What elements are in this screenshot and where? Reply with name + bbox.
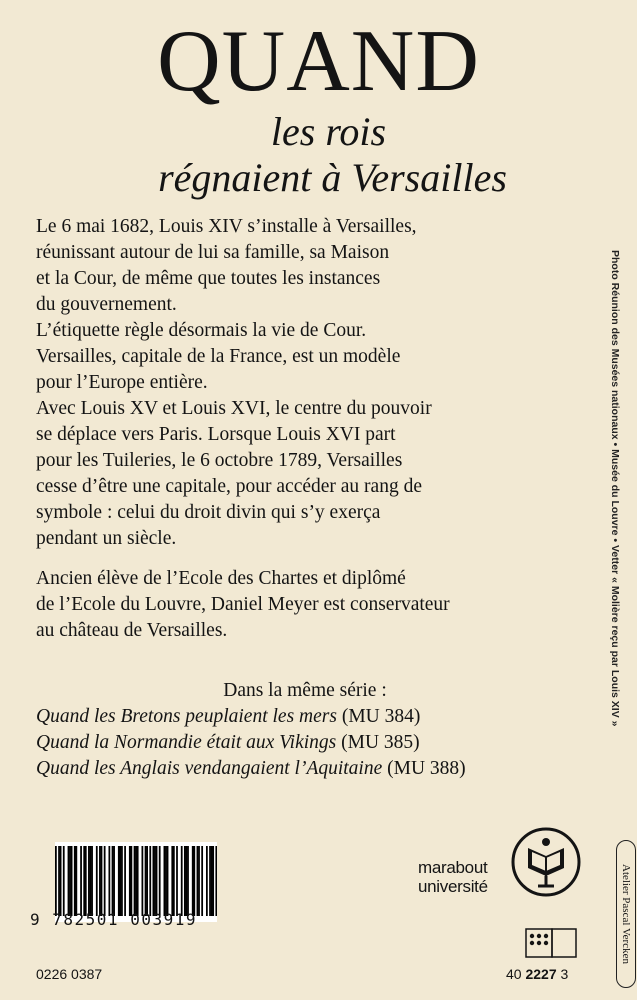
description-line: Avec Louis XV et Louis XVI, le centre du pouvoir (36, 398, 432, 419)
barcode-bar (69, 846, 71, 916)
author-bio-line: au château de Versailles. (36, 620, 228, 641)
series-item-code: (MU 388) (387, 758, 466, 779)
barcode-bar (193, 846, 195, 916)
series-item-title: Quand les Anglais vendangaient l’Aquitaine (36, 758, 383, 779)
barcode-bar (211, 846, 213, 916)
barcode-bar (159, 846, 161, 916)
barcode-bar (215, 846, 217, 916)
series-item-title: Quand les Bretons peuplaient les mers (36, 706, 337, 727)
atelier-credit: Atelier Pascal Vercken (616, 840, 636, 988)
title-main: QUAND (157, 13, 480, 110)
barcode-bar (71, 846, 73, 916)
description-line: se déplace vers Paris. Lorsque Louis XVI part (36, 424, 396, 445)
publisher-collection: université (418, 877, 488, 896)
barcode-bar (91, 846, 93, 916)
barcode-bar (104, 846, 106, 916)
barcode-bar (85, 846, 87, 916)
description-line: cesse d’être une capitale, pour accéder au rang de (36, 476, 422, 497)
barcode-bar (113, 846, 115, 916)
barcode-bar (212, 846, 214, 916)
barcode-bar (142, 846, 144, 916)
code-right (506, 966, 568, 982)
barcode-bar (153, 846, 155, 916)
barcode-bar (154, 846, 156, 916)
barcode-bar (101, 846, 103, 916)
description-line: symbole : celui du droit divin qui s’y exerça (36, 502, 381, 523)
description-line: pour l’Europe entière. (36, 372, 208, 393)
series-item (36, 756, 576, 782)
series-item-code: (MU 385) (341, 732, 420, 753)
barcode-bar (146, 846, 148, 916)
code-right-suffix: 3 (560, 966, 569, 982)
barcode-bar (181, 846, 183, 916)
barcode-bar (192, 846, 194, 916)
description-line: Versailles, capitale de la France, est un modèle (36, 346, 401, 367)
barcode-bar (209, 846, 211, 916)
barcode-bar (99, 846, 101, 916)
title-line-1: les rois (270, 109, 387, 154)
title-line-2: régnaient à Versailles (158, 155, 507, 200)
barcode-bar (156, 846, 158, 916)
barcode-bar (96, 846, 98, 916)
barcode-bar (134, 846, 136, 916)
barcode-bar (135, 846, 137, 916)
barcode-bar (121, 846, 123, 916)
photo-credit: Photo Réunion des Musées nationaux • Musée du Louvre • Vetter « Molière reçu par Louis XIV » (609, 250, 621, 727)
series-heading: Dans la même série : (223, 680, 387, 701)
series-item (36, 730, 576, 756)
barcode-bar (198, 846, 200, 916)
barcode-bar (88, 846, 90, 916)
series-item-title: Quand la Normandie était aux Vikings (36, 732, 337, 753)
barcode-bar (187, 846, 189, 916)
barcode-bar (201, 846, 203, 916)
barcode-bar (145, 846, 147, 916)
barcode-bar (74, 846, 76, 916)
description-line: Le 6 mai 1682, Louis XIV s’installe à Versailles, (36, 216, 417, 237)
code-right-number: 2227 (525, 966, 557, 982)
author-bio-line: Ancien élève de l’Ecole des Chartes et diplômé (36, 568, 406, 589)
barcode-bar (119, 846, 121, 916)
series-item-code: (MU 384) (341, 706, 421, 727)
publisher-name: marabout (418, 858, 488, 877)
description-line: pendant un siècle. (36, 528, 177, 549)
barcode-bar (184, 846, 186, 916)
barcode-bar (75, 846, 77, 916)
barcode-bar (112, 846, 114, 916)
description-text (36, 214, 576, 552)
description-line: réunissant autour de lui sa famille, sa Maison (36, 242, 390, 263)
barcode-bar (131, 846, 133, 916)
barcode-bar (90, 846, 92, 916)
description-line: L’étiquette règle désormais la vie de Cour. (36, 320, 367, 341)
barcode-bar (83, 846, 85, 916)
author-bio (36, 566, 576, 644)
publisher-emblem-icon (510, 826, 582, 898)
dice-icon (525, 928, 577, 958)
series-item (36, 704, 576, 730)
code-right-prefix: 40 (506, 966, 522, 982)
barcode-bar (167, 846, 169, 916)
barcode-bar (165, 846, 167, 916)
barcode-bar (108, 846, 110, 916)
description-line: et la Cour, de même que toutes les instances (36, 268, 381, 289)
barcode-bar (118, 846, 120, 916)
series-list (36, 704, 576, 782)
barcode-bar (80, 846, 82, 916)
publisher-logo-text (418, 858, 488, 896)
barcode-bar (124, 846, 126, 916)
barcode-bar (186, 846, 188, 916)
barcode-bar (58, 846, 60, 916)
code-left: 0226 0387 (36, 966, 103, 982)
barcode-bar (137, 846, 139, 916)
barcode-bar (55, 846, 57, 916)
barcode-bar (129, 846, 131, 916)
barcode-bar (164, 846, 166, 916)
description-line: pour les Tuileries, le 6 octobre 1789, Versailles (36, 450, 403, 471)
barcode-bar (68, 846, 70, 916)
barcode-bar (149, 846, 151, 916)
barcode-bar (173, 846, 175, 916)
barcode-bar (206, 846, 208, 916)
barcode-bar (60, 846, 62, 916)
author-bio-line: de l’Ecole du Louvre, Daniel Meyer est conservateur (36, 594, 450, 615)
barcode-digits: 9 782501 003919 (30, 910, 197, 929)
barcode-bar (197, 846, 199, 916)
barcode-bar (176, 846, 178, 916)
barcode-bar (63, 846, 65, 916)
description-line: du gouvernement. (36, 294, 177, 315)
barcode-bar (171, 846, 173, 916)
